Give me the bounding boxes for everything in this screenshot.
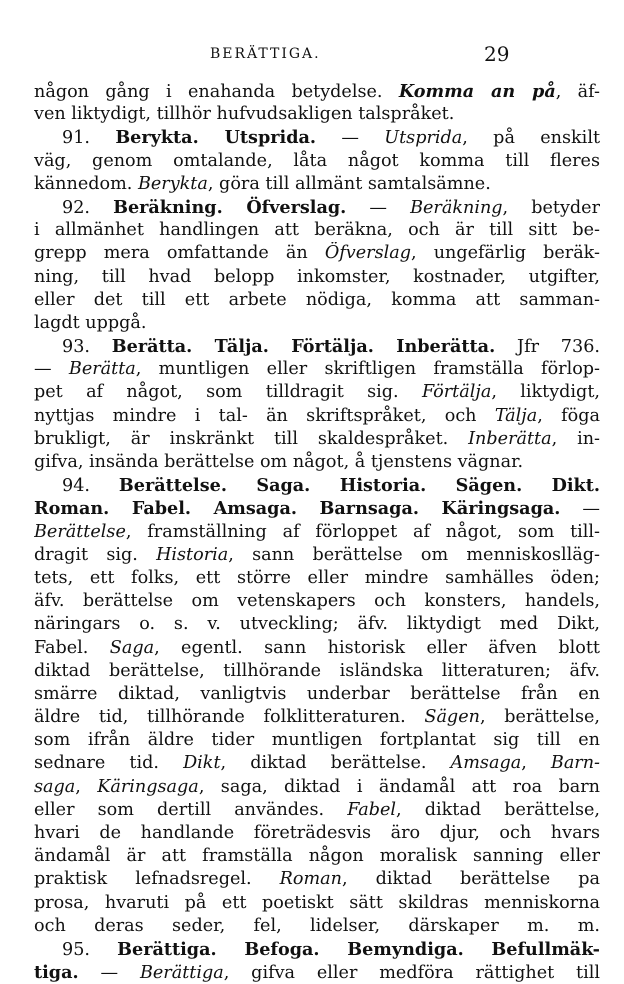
text-run: 93.	[62, 337, 112, 358]
text-run: eller det till ett arbete nödiga, komma att samman-	[34, 289, 600, 310]
text-run: 94.	[62, 476, 119, 497]
text-line	[34, 613, 600, 636]
text-line	[34, 312, 600, 335]
headword: Beräkning. Öfverslag.	[113, 196, 347, 218]
text-line	[34, 497, 600, 520]
text-line	[34, 521, 600, 544]
headword: Berättelse. Saga. Historia. Sägen. Dikt.	[118, 475, 600, 497]
text-run: dragit sig.	[34, 544, 157, 565]
text-run: , äf-	[555, 82, 600, 102]
text-run: , föga	[537, 405, 600, 426]
text-line	[34, 567, 600, 590]
text-run: väg, genom omtalande, låta något komma till fleres	[34, 150, 600, 171]
text-run: 95.	[62, 939, 118, 960]
text-run: näringars o. s. v. utveckling; äfv. liktydigt med Dikt,	[34, 614, 600, 635]
text-line	[34, 729, 600, 752]
text-run: , på enskilt	[462, 128, 600, 149]
text-line	[34, 868, 600, 891]
text-line	[34, 706, 600, 729]
text-run: , diktad berättelse.	[220, 753, 451, 774]
text-run: som ifrån äldre tider muntligen fortplantat sig till en	[34, 730, 600, 751]
text-run: 92.	[62, 197, 114, 218]
text-run: äfv. berättelse om vetenskapers och konsters, handels,	[34, 591, 600, 612]
text-run: nyttjas mindre i tal- än skriftspråket, och	[34, 405, 495, 426]
text-line	[34, 915, 600, 938]
text-run: , diktad berättelse,	[396, 799, 600, 820]
text-line	[34, 660, 600, 683]
text-run: ning, till hvad belopp inkomster, kostnader, utgifter,	[34, 266, 600, 287]
text-line	[34, 126, 600, 149]
text-run: brukligt, är inskränkt till skaldespråket.	[34, 428, 469, 449]
text-line	[34, 266, 600, 289]
text-run: , muntligen eller skriftligen framställa förlop-	[135, 359, 600, 380]
text-run: ven liktydigt, tillhör hufvudsakligen talspråket.	[34, 104, 455, 125]
text-line	[34, 590, 600, 613]
page-number: 29	[484, 42, 510, 66]
italic-term: Förtälja	[421, 382, 492, 403]
text-line	[34, 892, 600, 915]
text-run: äldre tid, tillhörande folklitteraturen.	[34, 707, 425, 728]
text-run: , berättelse,	[479, 707, 600, 728]
text-line	[34, 822, 600, 845]
text-line	[34, 219, 600, 242]
italic-term: Historia	[156, 544, 229, 565]
text-run: smärre diktad, vanligtvis underbar berättelse från en	[34, 683, 600, 704]
text-line	[34, 752, 600, 775]
text-run: , saga, diktad i ändamål att roa barn	[198, 776, 600, 797]
italic-term: Berättelse	[34, 521, 126, 542]
italic-term: Tälja	[494, 405, 538, 426]
text-line	[34, 381, 600, 404]
text-line	[34, 799, 600, 822]
text-line	[34, 173, 600, 196]
italic-term: Berykta	[137, 173, 208, 194]
text-run: , liktydigt,	[491, 382, 600, 403]
text-line	[34, 428, 600, 451]
text-run: —	[34, 359, 69, 380]
headword: Berätta. Tälja. Förtälja. Inberätta.	[111, 336, 496, 358]
text-run: , göra till allmänt samtalsämne.	[207, 173, 491, 194]
text-line	[34, 474, 600, 497]
text-line	[34, 289, 600, 312]
text-run: —	[78, 963, 140, 984]
text-run: —	[560, 499, 600, 520]
text-run: tets, ett folks, ett större eller mindre samhälles öden;	[34, 567, 600, 588]
text-run: , framställning af förloppet af något, som till-	[125, 521, 600, 542]
text-run: , betyder	[502, 197, 600, 218]
text-run: eller som dertill användes.	[34, 799, 348, 820]
italic-term: Öfverslag	[324, 243, 411, 264]
text-line	[34, 103, 600, 126]
headword: tiga.	[34, 962, 79, 984]
text-line	[34, 405, 600, 428]
running-head	[0, 40, 624, 70]
italic-term: saga	[34, 776, 76, 797]
text-run: lagdt uppgå.	[34, 312, 147, 333]
text-run: , egentl. sann historisk eller äfven blott	[154, 637, 600, 658]
body-text	[34, 80, 600, 984]
text-line	[34, 358, 600, 381]
text-run: —	[346, 197, 411, 218]
text-line	[34, 776, 600, 799]
headword: Berykta. Utsprida.	[115, 127, 317, 149]
text-run: pet af något, som tilldragit sig.	[34, 382, 422, 403]
text-run: ,	[521, 753, 551, 774]
text-run: praktisk lefnadsregel.	[34, 869, 280, 890]
text-line	[34, 683, 600, 706]
text-line	[34, 845, 600, 868]
text-run: , ungefärlig beräk-	[410, 243, 600, 264]
italic-term: Berätta	[68, 359, 136, 380]
text-run: , in-	[551, 428, 600, 449]
text-run: gifva, insända berättelse om något, å tjenstens vägnar.	[34, 452, 524, 472]
italic-term: Fabel	[347, 799, 397, 820]
text-run: ,	[75, 776, 98, 797]
italic-term: Dikt	[183, 753, 221, 774]
text-line	[34, 196, 600, 219]
text-run: —	[316, 128, 385, 149]
text-run: , sann berättelse om menniskoslläg-	[228, 544, 600, 565]
text-line	[34, 150, 600, 173]
italic-term: Käringsaga	[97, 776, 199, 797]
italic-term: Beräkning	[410, 197, 503, 218]
text-run: sednare tid.	[34, 753, 184, 774]
italic-term: Berättiga	[139, 963, 224, 984]
text-run: och deras seder, fel, lidelser, därskaper m. m.	[34, 915, 600, 936]
text-run: , gifva eller medföra rättighet till	[223, 963, 600, 984]
italic-term: Sägen	[424, 707, 480, 728]
text-run: 91.	[62, 128, 116, 149]
italic-term: Saga	[109, 637, 155, 658]
text-line	[34, 242, 600, 265]
text-run: prosa, hvaruti på ett poetiskt sätt skildras menniskorna	[34, 892, 600, 913]
text-line	[34, 544, 600, 567]
headword: Komma an på	[398, 81, 556, 102]
text-run: grepp mera omfattande än	[34, 243, 325, 264]
italic-term: Amsaga	[450, 753, 522, 774]
text-run: kännedom.	[34, 173, 138, 194]
text-run: Jfr 736.	[495, 337, 600, 358]
text-run: Fabel.	[34, 637, 110, 658]
headword: Roman. Fabel. Amsaga. Barnsaga. Käringsaga.	[34, 498, 561, 520]
text-run: i allmänhet handlingen att beräkna, och är till sitt be-	[34, 220, 600, 241]
text-line	[34, 938, 600, 961]
text-run: diktad berättelse, tillhörande isländska litteraturen; äfv.	[34, 660, 600, 681]
text-run: , diktad berättelse pa	[342, 869, 600, 890]
italic-term: Roman	[279, 869, 342, 890]
headword: Berättiga. Befoga. Bemyndiga. Befullmäk-	[117, 938, 600, 960]
italic-term: Inberätta	[468, 428, 552, 449]
text-line	[34, 637, 600, 660]
text-run: ändamål är att framställa någon moralisk sanning eller	[34, 846, 600, 867]
italic-term: Barn-	[550, 753, 600, 774]
running-title: BERÄTTIGA.	[210, 46, 321, 62]
italic-term: Utsprida	[384, 128, 463, 149]
text-line	[34, 451, 600, 474]
text-line	[34, 335, 600, 358]
text-line	[34, 961, 600, 984]
text-run: någon gång i enahanda betydelse.	[34, 82, 399, 102]
text-line	[34, 80, 600, 103]
text-run: hvari de handlande företrädesvis äro djur, och hvars	[34, 823, 600, 843]
